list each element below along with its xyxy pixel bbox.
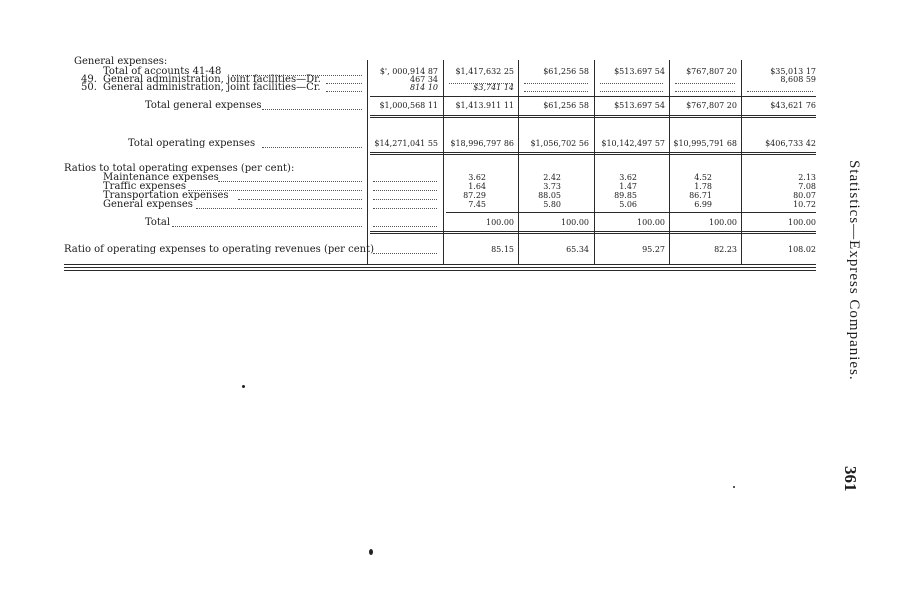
leader-dots <box>262 108 362 110</box>
ratio-label: Maintenance expenses <box>103 172 219 183</box>
total-rule <box>370 233 816 234</box>
leader-dots <box>172 225 362 227</box>
table-end-rule <box>64 264 816 265</box>
cell-value: $43,621 76 <box>770 101 816 110</box>
cell-value: 1.47 <box>619 182 637 191</box>
column-divider <box>594 60 595 265</box>
cell-value: $406,733 42 <box>765 139 816 148</box>
row-label: General administration, joint facilities—Dr. <box>103 74 321 85</box>
cell-value: 2.42 <box>543 173 561 182</box>
cell-value: $10,995,791 68 <box>673 139 737 148</box>
column-divider <box>443 60 444 265</box>
leader-dots <box>524 82 588 84</box>
row-line-number: 49. <box>81 74 97 85</box>
leader-dots <box>747 90 813 92</box>
cell-value: $513.697 54 <box>614 101 665 110</box>
section-header-general: General expenses: <box>74 56 168 67</box>
total-rule <box>370 152 816 153</box>
cell-value: 108.02 <box>788 245 816 254</box>
ratio-label: General expenses <box>103 199 193 210</box>
leader-dots <box>600 90 663 92</box>
cell-value: 80.07 <box>793 191 816 200</box>
cell-value: $1,413.911 11 <box>455 101 514 110</box>
leader-dots <box>262 146 362 148</box>
row-label: General administration, joint facilities—Cr. <box>103 82 321 93</box>
leader-dots <box>326 90 362 92</box>
table-end-rule <box>64 270 816 271</box>
cell-value: 86.71 <box>689 191 712 200</box>
subtotal-rule <box>370 96 816 97</box>
cell-value: 100.00 <box>561 218 589 227</box>
cell-value: 7.45 <box>468 200 486 209</box>
cell-value: $767,807 20 <box>686 101 737 110</box>
total-rule <box>370 117 816 118</box>
cell-value: 65.34 <box>566 245 589 254</box>
cell-value: 8,608 59 <box>780 75 816 84</box>
leader-dots <box>373 207 437 209</box>
leader-dots <box>373 198 437 200</box>
leader-dots <box>675 82 735 84</box>
cell-value: 4.52 <box>694 173 712 182</box>
leader-dots <box>373 252 437 254</box>
cell-value: 814 10 <box>410 83 438 92</box>
cell-value: 2.13 <box>798 173 816 182</box>
cell-value: $61,256 58 <box>543 67 589 76</box>
cell-value: 1.64 <box>468 182 486 191</box>
cell-value: 1.78 <box>694 182 712 191</box>
scan-speck <box>242 385 245 388</box>
cell-value: 5.80 <box>543 200 561 209</box>
total-rule <box>370 231 816 232</box>
cell-value: $35,013 17 <box>770 67 816 76</box>
row-label: Total general expenses <box>145 100 262 111</box>
cell-value: 100.00 <box>709 218 737 227</box>
cell-value: 100.00 <box>486 218 514 227</box>
running-title: Statistics—Express Companies. <box>846 160 862 381</box>
row-label: Total of accounts 41-48 <box>103 66 222 77</box>
table-end-rule <box>64 267 816 268</box>
total-rule <box>370 154 816 155</box>
cell-value: $14,271,041 55 <box>374 139 438 148</box>
cell-value: 7.08 <box>798 182 816 191</box>
cell-value: 85.15 <box>491 245 514 254</box>
cell-value: $61,256 58 <box>543 101 589 110</box>
page-number: 361 <box>841 466 860 492</box>
cell-value: 467 34 <box>410 75 438 84</box>
cell-value: $767,807 20 <box>686 67 737 76</box>
cell-value: 100.00 <box>788 218 816 227</box>
column-divider <box>669 60 670 265</box>
ratios-header: Ratios to total operating expenses (per cent): <box>64 163 295 174</box>
cell-value: $10,142,497 57 <box>601 139 665 148</box>
ratio-label: Total <box>145 217 171 228</box>
cell-value: 5.06 <box>619 200 637 209</box>
cell-value: 3.62 <box>619 173 637 182</box>
ratio-label: Traffic expenses <box>103 181 186 192</box>
leader-dots <box>238 198 362 200</box>
cell-value: $18,996,797 86 <box>450 139 514 148</box>
revenue-ratio-label: Ratio of operating expenses to operating revenues (per cent) <box>64 244 375 255</box>
cell-value: 100.00 <box>637 218 665 227</box>
cell-value: $3,741 14 <box>473 83 514 92</box>
cell-value: 6.99 <box>694 200 712 209</box>
row-label: Total operating expenses <box>128 138 256 149</box>
column-divider <box>367 60 368 265</box>
leader-dots <box>326 82 362 84</box>
column-divider <box>518 60 519 265</box>
cell-value: 3.73 <box>543 182 561 191</box>
cell-value: 82.23 <box>714 245 737 254</box>
leader-dots <box>373 180 437 182</box>
cell-value: $513.697 54 <box>614 67 665 76</box>
leader-dots <box>600 82 663 84</box>
subtotal-rule <box>446 212 816 213</box>
leader-dots <box>373 189 437 191</box>
cell-value: $', 000,914 87 <box>379 67 438 76</box>
leader-dots <box>675 90 735 92</box>
leader-dots <box>218 180 362 182</box>
cell-value: 3.62 <box>468 173 486 182</box>
scan-speck <box>369 549 373 555</box>
column-divider <box>741 60 742 265</box>
row-line-number: 50. <box>81 82 97 93</box>
cell-value: $1,056,702 56 <box>530 139 589 148</box>
ratio-label: Transportation expenses <box>103 190 229 201</box>
cell-value: 88.05 <box>538 191 561 200</box>
leader-dots <box>373 225 437 227</box>
cell-value: $1,417,632 25 <box>455 67 514 76</box>
cell-value: 10.72 <box>793 200 816 209</box>
cell-value: 95.27 <box>642 245 665 254</box>
cell-value: 89.85 <box>614 191 637 200</box>
cell-value: 87.29 <box>463 191 486 200</box>
scan-speck <box>733 486 735 488</box>
total-rule <box>370 115 816 116</box>
cell-value: $1,000,568 11 <box>379 101 438 110</box>
leader-dots <box>524 90 588 92</box>
leader-dots <box>196 207 362 209</box>
